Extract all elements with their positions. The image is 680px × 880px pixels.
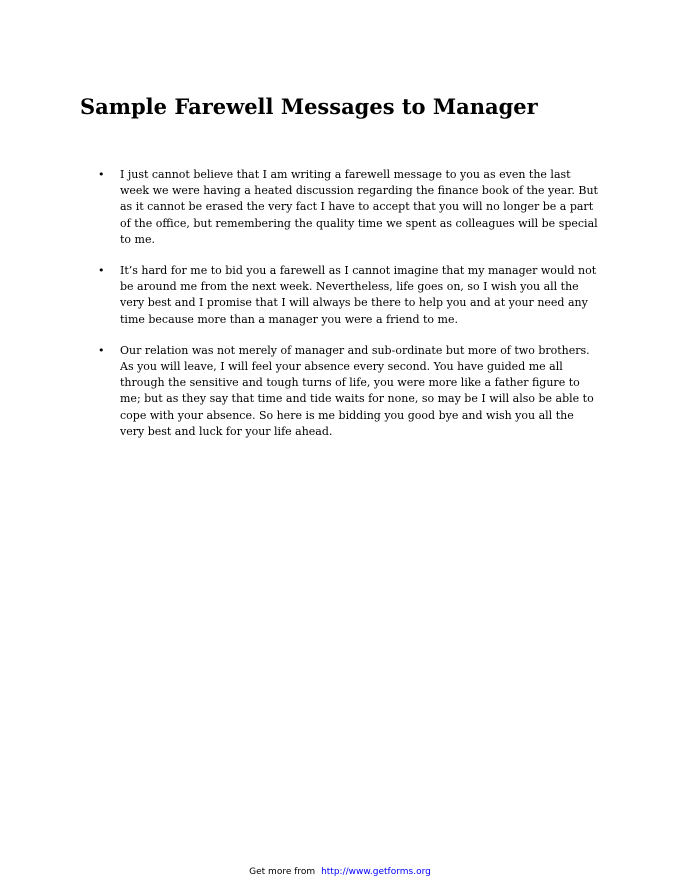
bullet-icon: • — [98, 264, 105, 278]
bullet-icon: • — [98, 343, 105, 357]
message-text: Our relation was not merely of manager and sub-ordinate but more of two brothers. As you will leave, I will feel your absence every second. You have guided me all through the sensitive and tough turns of life, you were more like a father figure to me; but as they say that time and tide waits for none, so may be I will also be able to cope with your absence. So here is me bidding you good bye and wish you all the very best and luck for your life ahead. — [120, 343, 594, 438]
page-title: Sample Farewell Messages to Manager — [80, 94, 538, 119]
list-item — [0, 343, 600, 440]
message-list — [0, 167, 680, 455]
bullet-icon: • — [98, 168, 105, 181]
footer — [0, 866, 680, 878]
list-item — [0, 263, 600, 328]
footer-link[interactable]: http://www.getforms.org — [321, 867, 431, 877]
list-item — [0, 167, 600, 248]
message-text: It’s hard for me to bid you a farewell as I cannot imagine that my manager would not be around me from the next week. Nevertheless, life goes on, so I wish you all the very best and I promise that I will always be there to help you and at your need any time because more than a manager you were a friend to me. — [120, 264, 597, 326]
message-text: I just cannot believe that I am writing a farewell message to you as even the last week we were having a heated discussion regarding the finance book of the year. But as it cannot be erased the very fact I have to accept that you will no longer be a part of the office, but remembering the quality time we spent as colleagues will be special to me. — [120, 168, 598, 246]
footer-prefix: Get more from — [249, 867, 316, 877]
